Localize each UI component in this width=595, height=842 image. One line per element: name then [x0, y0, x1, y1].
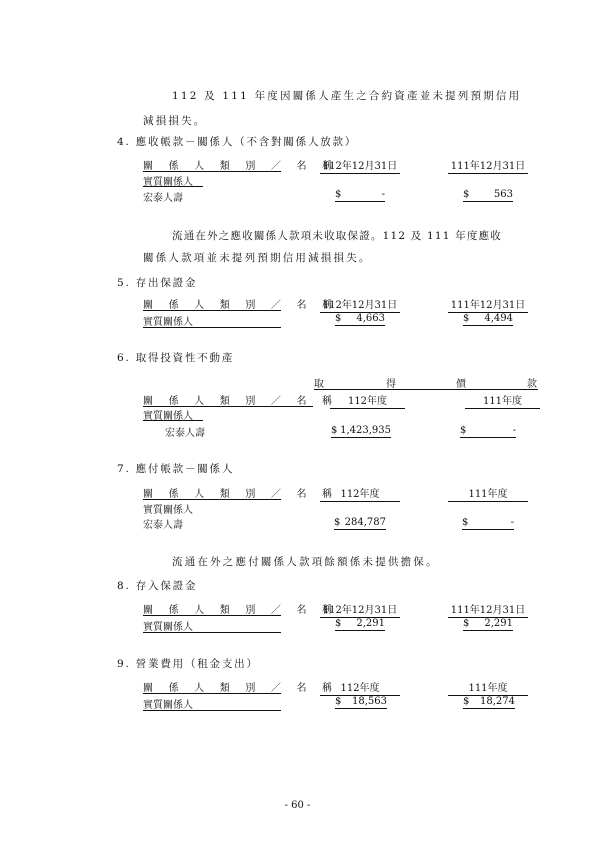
s6-super-char-4: 款 — [527, 379, 537, 390]
currency-symbol: $ — [462, 517, 469, 528]
currency-symbol: $ — [460, 425, 467, 436]
s4-group-underline — [143, 186, 203, 187]
amount-value: - — [512, 425, 516, 436]
s6-amount-111 — [460, 424, 516, 438]
currency-symbol: $ — [335, 696, 342, 707]
s5-row-underline — [143, 327, 281, 328]
currency-symbol: $ — [463, 313, 470, 324]
amount-value: 1,423,935 — [340, 425, 391, 436]
s4-column-label: 關 係 人 類 別 ／ 名 稱 — [143, 161, 339, 172]
s4-row-label: 宏泰人壽 — [143, 193, 183, 204]
s8-column-label: 關 係 人 類 別 ／ 名 稱 — [143, 605, 339, 616]
s6-group-label: 實質關係人 — [143, 411, 193, 422]
amount-value: 563 — [493, 189, 513, 200]
currency-symbol: $ — [334, 517, 341, 528]
intro-line-2: 減損損失。 — [143, 115, 207, 127]
amount-value: - — [510, 517, 514, 528]
page-number: - 60 - — [284, 800, 311, 811]
s6-col-111: 111年度 — [465, 392, 540, 409]
s4-group-label: 實質關係人 — [143, 177, 193, 188]
section-4-title: 4. 應收帳款－關係人（不含對關係人放款） — [117, 136, 358, 148]
currency-symbol: $ — [335, 313, 342, 324]
s6-col-112: 112年度 — [330, 392, 405, 409]
s9-label-underline — [143, 693, 281, 694]
s7-row-label: 宏泰人壽 — [143, 520, 183, 531]
s6-column-label: 關 係 人 類 別 ／ 名 稱 — [143, 396, 339, 407]
s7-col-111: 111年度 — [448, 485, 528, 502]
amount-value: 18,274 — [480, 696, 515, 707]
s5-label-underline — [143, 310, 281, 311]
intro-line-1: 112 及 111 年度因關係人產生之合約資產並未提列預期信用 — [172, 90, 522, 102]
s6-super-char-3: 價 — [456, 379, 466, 390]
s6-super-char-2: 得 — [386, 379, 396, 390]
amount-value: 2,291 — [484, 618, 513, 629]
currency-symbol: $ — [463, 189, 470, 200]
s9-col-111: 111年度 — [448, 679, 528, 696]
s9-amount-111 — [463, 695, 515, 709]
amount-value: 4,494 — [484, 313, 513, 324]
section-6-title: 6. 取得投資性不動產 — [117, 352, 235, 364]
s9-row-underline — [143, 710, 281, 711]
s6-group-underline — [143, 420, 203, 421]
amount-value: 284,787 — [344, 517, 386, 528]
s8-amount-112 — [335, 617, 385, 631]
s8-label-underline — [143, 615, 281, 616]
s8-amount-111 — [463, 617, 513, 631]
s8-col-112: 112年12月31日 — [320, 601, 400, 618]
s5-column-label: 關 係 人 類 別 ／ 名 稱 — [143, 300, 339, 311]
s9-column-label: 關 係 人 類 別 ／ 名 稱 — [143, 683, 339, 694]
s7-group-label: 實質關係人 — [143, 505, 193, 516]
s8-row-label: 實質關係人 — [143, 622, 193, 633]
section-9-title: 9. 營業費用（租金支出） — [117, 658, 259, 670]
s5-row-label: 實質關係人 — [143, 317, 193, 328]
s5-amount-112 — [335, 312, 385, 326]
s4-amount-111 — [463, 188, 513, 202]
s6-super-char-1: 取 — [314, 379, 324, 390]
section-5-title: 5. 存出保證金 — [117, 277, 198, 289]
s8-col-111: 111年12月31日 — [448, 601, 528, 618]
s7-col-112: 112年度 — [320, 485, 400, 502]
s4-note-line-1: 流通在外之應收關係人款項未收取保證。112 及 111 年度應收 — [172, 230, 502, 242]
s4-label-underline — [143, 171, 281, 172]
s9-row-label: 實質關係人 — [143, 700, 193, 711]
s7-column-label: 關 係 人 類 別 ／ 名 稱 — [143, 489, 339, 500]
currency-symbol: $ — [335, 618, 342, 629]
s5-col-112: 112年12月31日 — [320, 296, 400, 313]
s9-amount-112 — [335, 695, 387, 709]
currency-symbol: $ — [463, 696, 470, 707]
s7-label-underline — [143, 499, 281, 500]
s4-col-112: 112年12月31日 — [320, 157, 400, 174]
s6-super-underline — [314, 389, 538, 390]
s5-amount-111 — [463, 312, 513, 326]
amount-value: 18,563 — [352, 696, 387, 707]
s7-note-line-1: 流通在外之應付關係人款項餘額係未提供擔保。 — [172, 556, 439, 568]
currency-symbol: $ — [335, 189, 342, 200]
s4-col-111: 111年12月31日 — [448, 157, 528, 174]
section-7-title: 7. 應付帳款－關係人 — [117, 463, 235, 475]
s4-note-line-2: 關係人款項並未提列預期信用減損損失。 — [143, 252, 372, 264]
s4-amount-112 — [335, 188, 385, 202]
s9-col-112: 112年度 — [320, 679, 400, 696]
section-8-title: 8. 存入保證金 — [117, 580, 198, 592]
s6-row-label: 宏泰人壽 — [165, 428, 205, 439]
amount-value: 4,663 — [356, 313, 385, 324]
s6-amount-112 — [331, 424, 391, 438]
s7-amount-111 — [462, 516, 514, 530]
s8-row-underline — [143, 632, 281, 633]
amount-value: 2,291 — [356, 618, 385, 629]
s7-amount-112 — [334, 516, 386, 530]
s5-col-111: 111年12月31日 — [448, 296, 528, 313]
currency-symbol: $ — [463, 618, 470, 629]
amount-value: - — [381, 189, 385, 200]
currency-symbol: $ — [331, 425, 338, 436]
